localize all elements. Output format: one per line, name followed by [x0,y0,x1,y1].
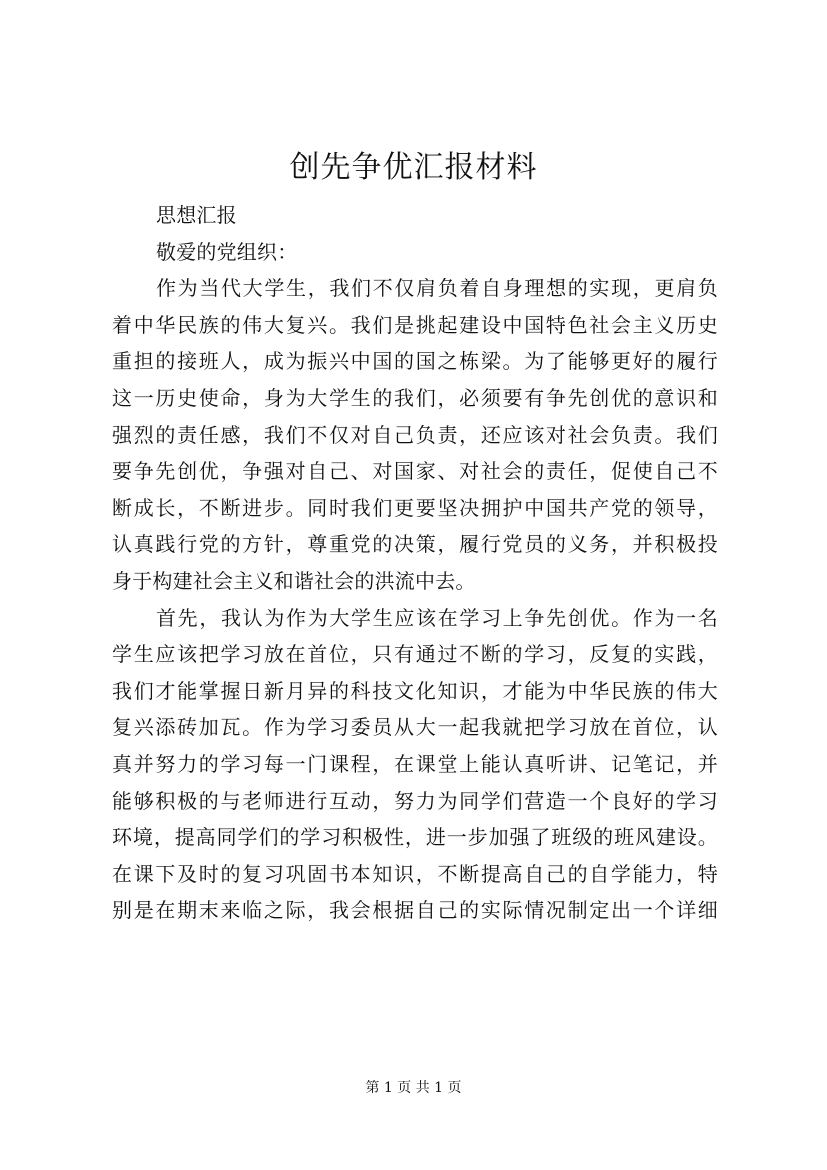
document-title: 创先争优汇报材料 [289,150,538,185]
salutation: 敬爱的党组织： [156,239,298,264]
paragraph1-line: 强烈的责任感，我们不仅对自己负责，还应该对社会负责。我们 [112,422,718,447]
paragraph1-line: 身于构建社会主义和谐社会的洪流中去。 [112,568,476,593]
subtitle: 思想汇报 [156,203,237,227]
paragraph1-line: 作为当代大学生，我们不仅肩负着自身理想的实现，更肩负 [156,276,718,301]
paragraph1-line: 重担的接班人，成为振兴中国的国之栋梁。为了能够更好的履行 [112,349,718,374]
paragraph1-line: 着中华民族的伟大复兴。我们是挑起建设中国特色社会主义历史 [112,312,718,337]
paragraph2-line: 首先，我认为作为大学生应该在学习上争先创优。作为一名 [156,605,718,630]
paragraph2-line: 真并努力的学习每一门课程，在课堂上能认真听讲、记笔记，并 [112,751,718,776]
paragraph1-line: 断成长，不断进步。同时我们更要坚决拥护中国共产党的领导， [112,495,718,520]
paragraph1-line: 这一历史使命，身为大学生的我们，必须要有争先创优的意识和 [112,385,718,410]
paragraph2-line: 复兴添砖加瓦。作为学习委员从大一起我就把学习放在首位，认 [112,715,718,740]
paragraph1-line: 要争先创优，争强对自己、对国家、对社会的责任，促使自己不 [112,459,718,484]
paragraph2-line: 在课下及时的复习巩固书本知识，不断提高自己的自学能力，特 [112,861,718,886]
page-footer: 第 1 页 共 1 页 [365,1080,462,1096]
paragraph1-line: 认真践行党的方针，尊重党的决策，履行党员的义务，并积极投 [112,532,718,557]
paragraph2-line: 我们才能掌握日新月异的科技文化知识，才能为中华民族的伟大 [112,678,718,703]
paragraph2-line: 能够积极的与老师进行互动，努力为同学们营造一个良好的学习 [112,788,718,813]
paragraph2-line: 环境，提高同学们的学习积极性，进一步加强了班级的班风建设。 [112,825,718,850]
document-body [112,197,718,929]
paragraph2-line: 学生应该把学习放在首位，只有通过不断的学习，反复的实践， [112,642,718,667]
paragraph2-line: 别是在期末来临之际，我会根据自己的实际情况制定出一个详细 [112,898,718,923]
